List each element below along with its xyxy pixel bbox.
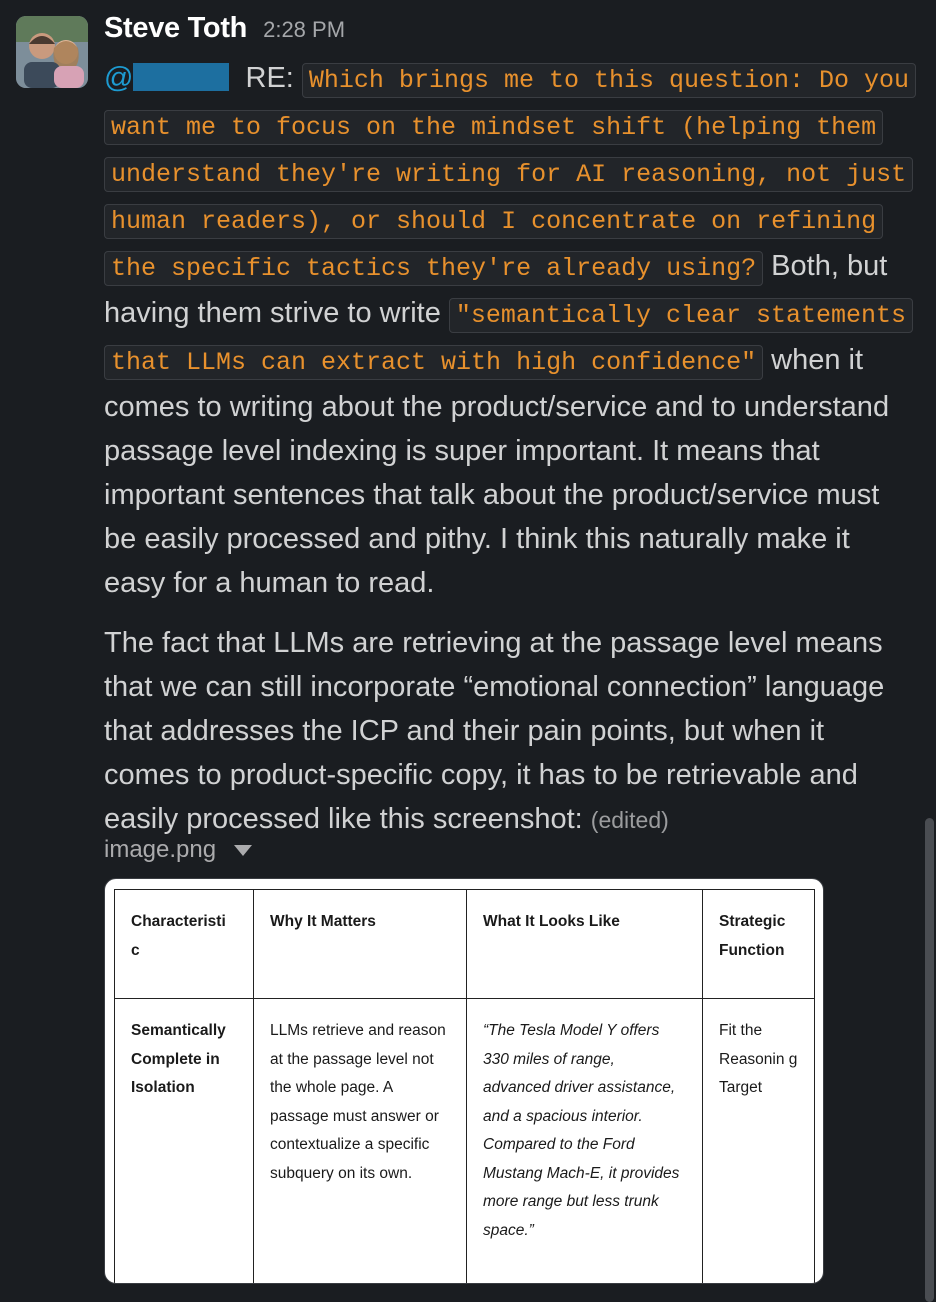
attachment-filename[interactable]: image.png (104, 836, 217, 863)
re-label: RE: (245, 62, 294, 94)
characteristics-table (114, 889, 815, 1284)
edited-label: (edited) (590, 807, 669, 833)
table-header-cell: Strategic Function (703, 890, 815, 999)
inline-code-quote: Which brings me to this question: Do you want me to focus on the mindset shift (helping them understand they're writing for AI reasoning, not just human readers), or should I concentrate on refining the specific tactics they're already using? (104, 63, 916, 286)
table-header-cell: Characteristi c (115, 890, 254, 999)
user-mention[interactable] (104, 62, 237, 94)
table-cell: LLMs retrieve and reason at the passage level not the whole page. A passage must answer or contextualize a specific subquery on its own. (254, 999, 467, 1285)
message-text-1: Both, but having them strive to write (104, 250, 888, 329)
attachment-header[interactable] (104, 830, 252, 870)
table-header-cell: Why It Matters (254, 890, 467, 999)
message-timestamp[interactable]: 2:28 PM (263, 17, 346, 42)
message-text-2: when it comes to writing about the product/service and to understand passage level indexing is super important. It means that important sentences that talk about the product/service must be easily processed and pithy. I think this naturally make it easy for a human to read. (104, 344, 890, 599)
table-cell: “The Tesla Model Y offers 330 miles of range, advanced driver assistance, and a spacious interior. Compared to the Ford Mustang Mach-E, it provides more range but less trunk space.” (467, 999, 703, 1285)
table-header-row (115, 890, 815, 999)
message-text-3: The fact that LLMs are retrieving at the passage level means that we can still incorporate “emotional connection” language that addresses the ICP and their pain points, but when it comes to product-specific copy, it has to be retrievable and easily processed like this screenshot: (104, 627, 885, 835)
message-body (104, 56, 914, 842)
message-paragraph-2 (104, 621, 914, 842)
message-paragraph-1 (104, 56, 914, 605)
scrollbar[interactable] (925, 818, 934, 1302)
chevron-down-icon[interactable] (234, 845, 252, 856)
table-header-cell: What It Looks Like (467, 890, 703, 999)
mention-prefix: @ (104, 62, 134, 94)
table-cell: Semantically Complete in Isolation (115, 999, 254, 1285)
message-header (104, 12, 345, 54)
author-name[interactable]: Steve Toth (104, 12, 248, 44)
image-table (114, 889, 815, 1284)
attachment-image[interactable] (104, 878, 824, 1284)
redacted-username (133, 63, 229, 91)
avatar[interactable] (16, 16, 88, 88)
table-row (115, 999, 815, 1285)
table-cell: Fit the Reasonin g Target (703, 999, 815, 1285)
inline-code-phrase: "semantically clear statements that LLMs can extract with high confidence" (104, 298, 913, 380)
